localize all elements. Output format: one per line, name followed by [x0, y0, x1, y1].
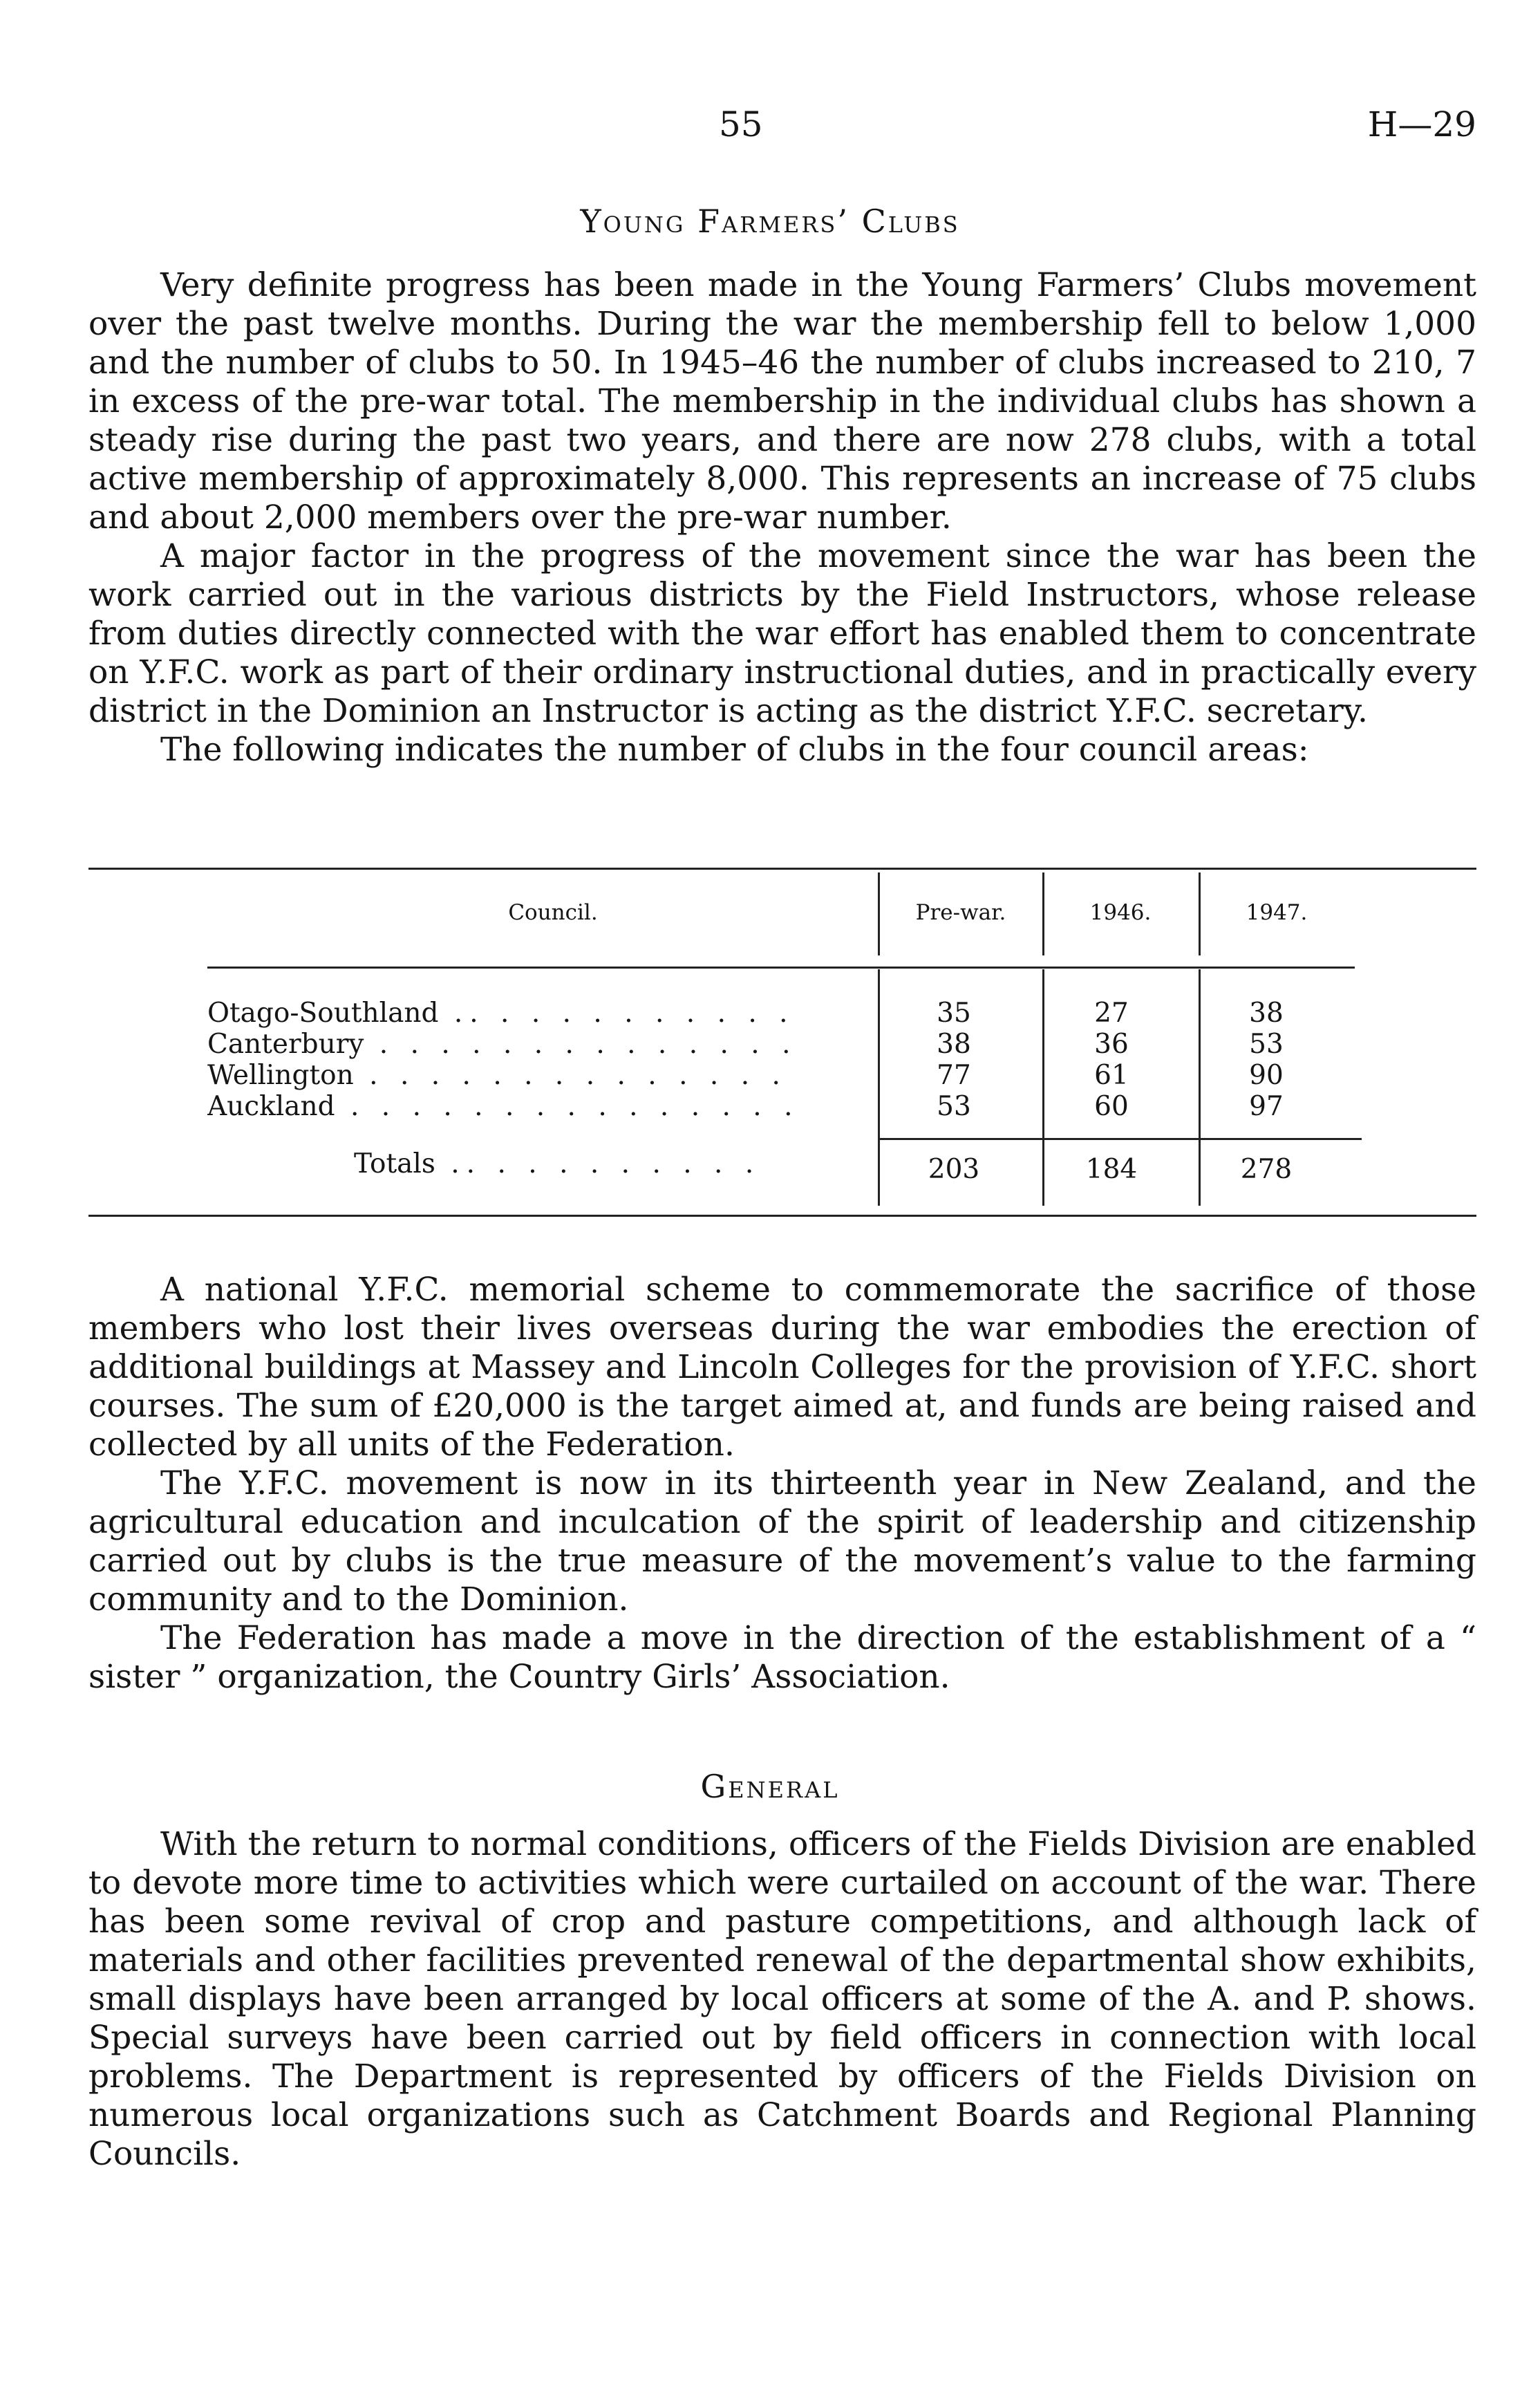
memorial-text: [88, 1271, 1476, 1697]
section-heading-general: General: [700, 1768, 840, 1805]
total-1946: 184: [1085, 1154, 1138, 1185]
value-1946: 60: [1094, 1091, 1129, 1122]
prewar-value: 77: [937, 1060, 971, 1091]
value-1947: 90: [1249, 1060, 1284, 1091]
total-1947: 278: [1240, 1154, 1293, 1185]
paragraph: The following indicates the number of clubs in the four council areas:: [160, 731, 1309, 769]
council-name: Auckland . . . . . . . . . . . . . . .: [207, 1092, 800, 1122]
table-row: [207, 998, 1375, 1029]
value-1946: 61: [1094, 1060, 1129, 1091]
council-name: Wellington . . . . . . . . . . . . . .: [207, 1061, 787, 1091]
table-column-divider: [1199, 872, 1201, 955]
council-name: Canterbury . . . . . . . . . . . . . .: [207, 1029, 798, 1060]
value-1946: 27: [1094, 998, 1129, 1029]
table-header-rule: [207, 967, 1355, 969]
prewar-value: 35: [937, 998, 971, 1029]
table-row: [207, 1029, 1375, 1060]
table-totals-row: [207, 1155, 1375, 1185]
paragraph: A major factor in the progress of the movement since the war has been the work carried out in the various districts by the Field Instructors, whose release from duties directly connected with the war effort has enabled them to concentrate on Y.F.C. work as part of their ordinary instructional duties, and in practically every district in the Dominion an Instructor is acting as the district Y.F.C. secretary.: [88, 537, 1476, 730]
table-column-divider: [1042, 872, 1044, 955]
table-totals-rule: [878, 1138, 1362, 1140]
table-bottom-rule: [88, 1215, 1476, 1217]
value-1947: 38: [1249, 998, 1284, 1029]
table-row: [207, 1092, 1375, 1122]
table-row: [207, 1061, 1375, 1091]
paragraph: With the return to normal conditions, officers of the Fields Division are enabled to devote more time to activities which were curtailed on account of the war. There has been some revival of crop and pasture competitions, and although lack of materials and other facilities prevented renewal of the departmental show exhibits, small displays have been arranged by local officers at some of the A. and P. shows. Special surveys have been carried out by field officers in connection with local problems. The Department is represented by officers of the Fields Division on numerous local organizations such as Catchment Boards and Regional Planning Councils.: [88, 1825, 1476, 2173]
paragraph: The Y.F.C. movement is now in its thirteenth year in New Zealand, and the agricultural education and inculcation of the spirit of leadership and citizenship carried out by clubs is the true measure of the movement’s value to the farming community and to the Dominion.: [88, 1464, 1476, 1618]
table-top-rule: [88, 868, 1476, 870]
value-1947: 53: [1249, 1029, 1284, 1060]
council-name: Otago-Southland .. . . . . . . . . . .: [207, 998, 795, 1029]
totals-label: Totals .. . . . . . . . . .: [354, 1148, 761, 1179]
document-reference: H—29: [1367, 104, 1476, 144]
prewar-total: 203: [928, 1154, 980, 1185]
paragraph: The Federation has made a move in the direction of the establishment of a “ sister ” organization, the Country Girls’ Association.: [88, 1619, 1476, 1696]
section-heading-young-farmers: Young Farmers’ Clubs: [580, 203, 960, 240]
table-header-1946: 1946.: [1089, 900, 1152, 925]
value-1946: 36: [1094, 1029, 1129, 1060]
prewar-value: 53: [937, 1091, 971, 1122]
page-number: 55: [719, 104, 763, 144]
general-text: [88, 1825, 1476, 2174]
young-farmers-text: [88, 266, 1476, 769]
paragraph: Very definite progress has been made in the Young Farmers’ Clubs movement over the past twelve months. During the war the membership fell to below 1,000 and the number of clubs to 50. In 1945–46 the number of clubs increased to 210, 7 in excess of the pre-war total. The membership in the individual clubs has shown a steady rise during the past two years, and there are now 278 clubs, with a total active membership of approximately 8,000. This represents an increase of 75 clubs and about 2,000 members over the pre-war number.: [88, 266, 1476, 536]
prewar-value: 38: [937, 1029, 971, 1060]
paragraph: A national Y.F.C. memorial scheme to commemorate the sacrifice of those members who lost their lives overseas during the war embodies the erection of additional buildings at Massey and Lincoln Colleges for the provision of Y.F.C. short courses. The sum of £20,000 is the target aimed at, and funds are being raised and collected by all units of the Federation.: [88, 1271, 1476, 1464]
table-header-council: Council.: [508, 900, 598, 925]
value-1947: 97: [1249, 1091, 1284, 1122]
table-header-1947: 1947.: [1246, 900, 1308, 925]
table-column-divider: [878, 872, 880, 955]
table-header-prewar: Pre-war.: [915, 900, 1006, 925]
